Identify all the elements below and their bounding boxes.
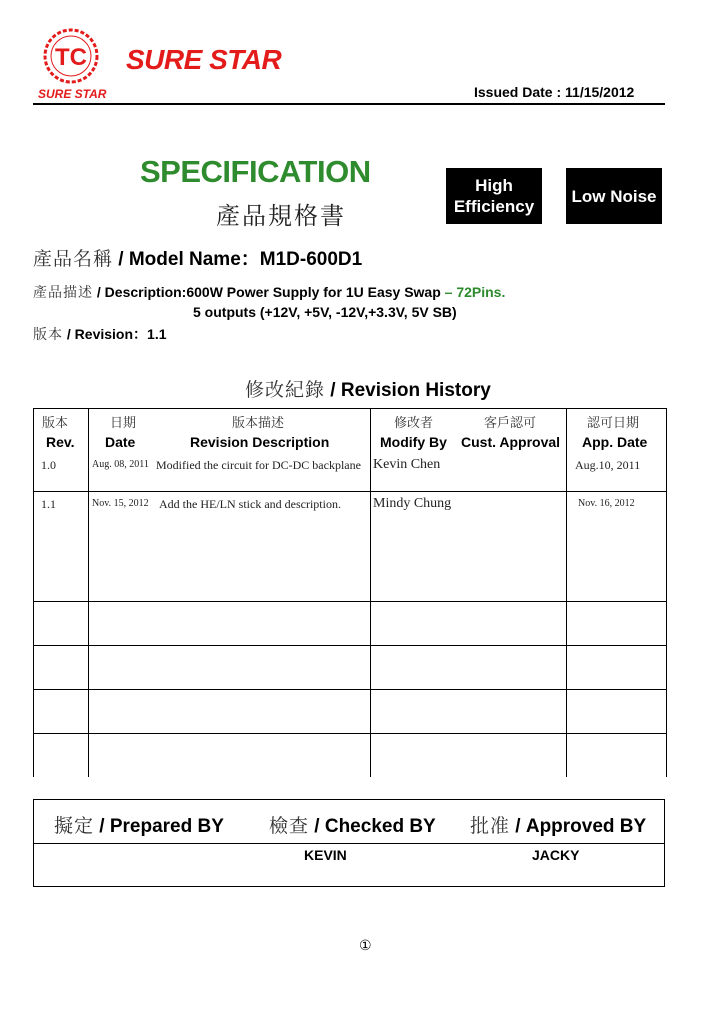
table-divider: [370, 409, 371, 777]
description-outputs: 5 outputs (+12V, +5V, -12V,+3.3V, 5V SB): [193, 304, 457, 320]
checked-by-name: KEVIN: [304, 847, 347, 863]
checked-by-label: [269, 811, 436, 838]
high-efficiency-line2: Efficiency: [453, 197, 535, 216]
description-highlight: – 72Pins.: [444, 284, 506, 300]
revision-history-table: [33, 408, 667, 777]
logo-letters: TC: [55, 44, 87, 71]
row2-modify-by: Mindy Chung: [373, 496, 452, 511]
row1-description: Modified the circuit for DC-DC backplane: [156, 458, 361, 472]
header-modify-cjk: 修改者: [394, 416, 434, 431]
page-number: ①: [359, 937, 372, 953]
table-divider: [88, 409, 89, 777]
row2-description: Add the HE/LN stick and description.: [159, 497, 341, 511]
page-title: SPECIFICATION: [140, 154, 371, 189]
revision-history-title: [245, 375, 491, 402]
table-row-divider: [34, 645, 666, 646]
approved-text: / Approved BY: [510, 816, 647, 837]
prepared-text: / Prepared BY: [94, 816, 224, 837]
row1-modify-by: Kevin Chen: [373, 457, 441, 472]
header-rev: Rev.: [46, 434, 75, 450]
description-cjk-label: 產品描述: [33, 285, 93, 301]
header-desc-cjk: 版本描述: [232, 416, 285, 431]
table-divider: [566, 409, 567, 777]
header-appdate-cjk: 認可日期: [587, 416, 640, 431]
header-rev-cjk: 版本: [42, 416, 69, 431]
description-text: / Description:600W Power Supply for 1U Easy Swap: [93, 284, 445, 300]
high-efficiency-badge: [446, 168, 542, 224]
description-row: [33, 282, 505, 302]
header-cust-cjk: 客戶認可: [484, 416, 537, 431]
revision-cjk-label: 版本: [33, 327, 63, 343]
row1-date: Aug. 08, 2011: [92, 459, 149, 470]
header-modify-by: Modify By: [380, 434, 447, 450]
approved-by-label: [470, 811, 646, 838]
table-row-divider: [34, 601, 666, 602]
page-title-cjk: 產品規格書: [216, 202, 346, 230]
signoff-divider: [34, 843, 664, 844]
model-cjk-label: 產品名稱: [33, 248, 114, 270]
row2-rev: 1.1: [41, 497, 56, 511]
checked-cjk: 檢查: [269, 815, 310, 837]
brand-sub-name: SURE STAR: [38, 87, 107, 101]
row2-app-date: Nov. 16, 2012: [578, 498, 635, 509]
row1-app-date: Aug.10, 2011: [575, 458, 641, 472]
issued-date: Issued Date : 11/15/2012: [474, 84, 635, 100]
row2-date: Nov. 15, 2012: [92, 498, 149, 509]
model-label: / Model Name：: [113, 249, 260, 270]
table-row-divider: [34, 491, 666, 492]
checked-text: / Checked BY: [309, 816, 436, 837]
low-noise-badge: Low Noise: [566, 168, 662, 224]
brand-name: SURE STAR: [126, 44, 282, 75]
table-row-divider: [34, 689, 666, 690]
signoff-table: [33, 799, 665, 887]
model-name-row: [33, 244, 362, 271]
header-app-date: App. Date: [582, 434, 648, 450]
high-efficiency-line1: High: [475, 176, 513, 195]
header-description: Revision Description: [190, 434, 330, 450]
prepared-by-label: [54, 811, 224, 838]
revision-row: [33, 324, 167, 344]
header-divider: [33, 103, 665, 105]
prepared-cjk: 擬定: [54, 815, 95, 837]
header-date-cjk: 日期: [110, 416, 137, 431]
approved-cjk: 批准: [470, 815, 511, 837]
brand-logo-icon: [38, 25, 104, 87]
header-date: Date: [105, 434, 136, 450]
header-cust-approval: Cust. Approval: [461, 434, 561, 450]
revision-history-label: / Revision History: [325, 380, 491, 401]
table-row-divider: [34, 733, 666, 734]
row1-rev: 1.0: [41, 458, 56, 472]
revision-value: 1.1: [147, 326, 167, 342]
revision-label: / Revision：: [63, 326, 148, 342]
revision-history-cjk: 修改紀錄: [245, 379, 326, 401]
approved-by-name: JACKY: [532, 847, 580, 863]
model-value: M1D-600D1: [259, 249, 363, 270]
